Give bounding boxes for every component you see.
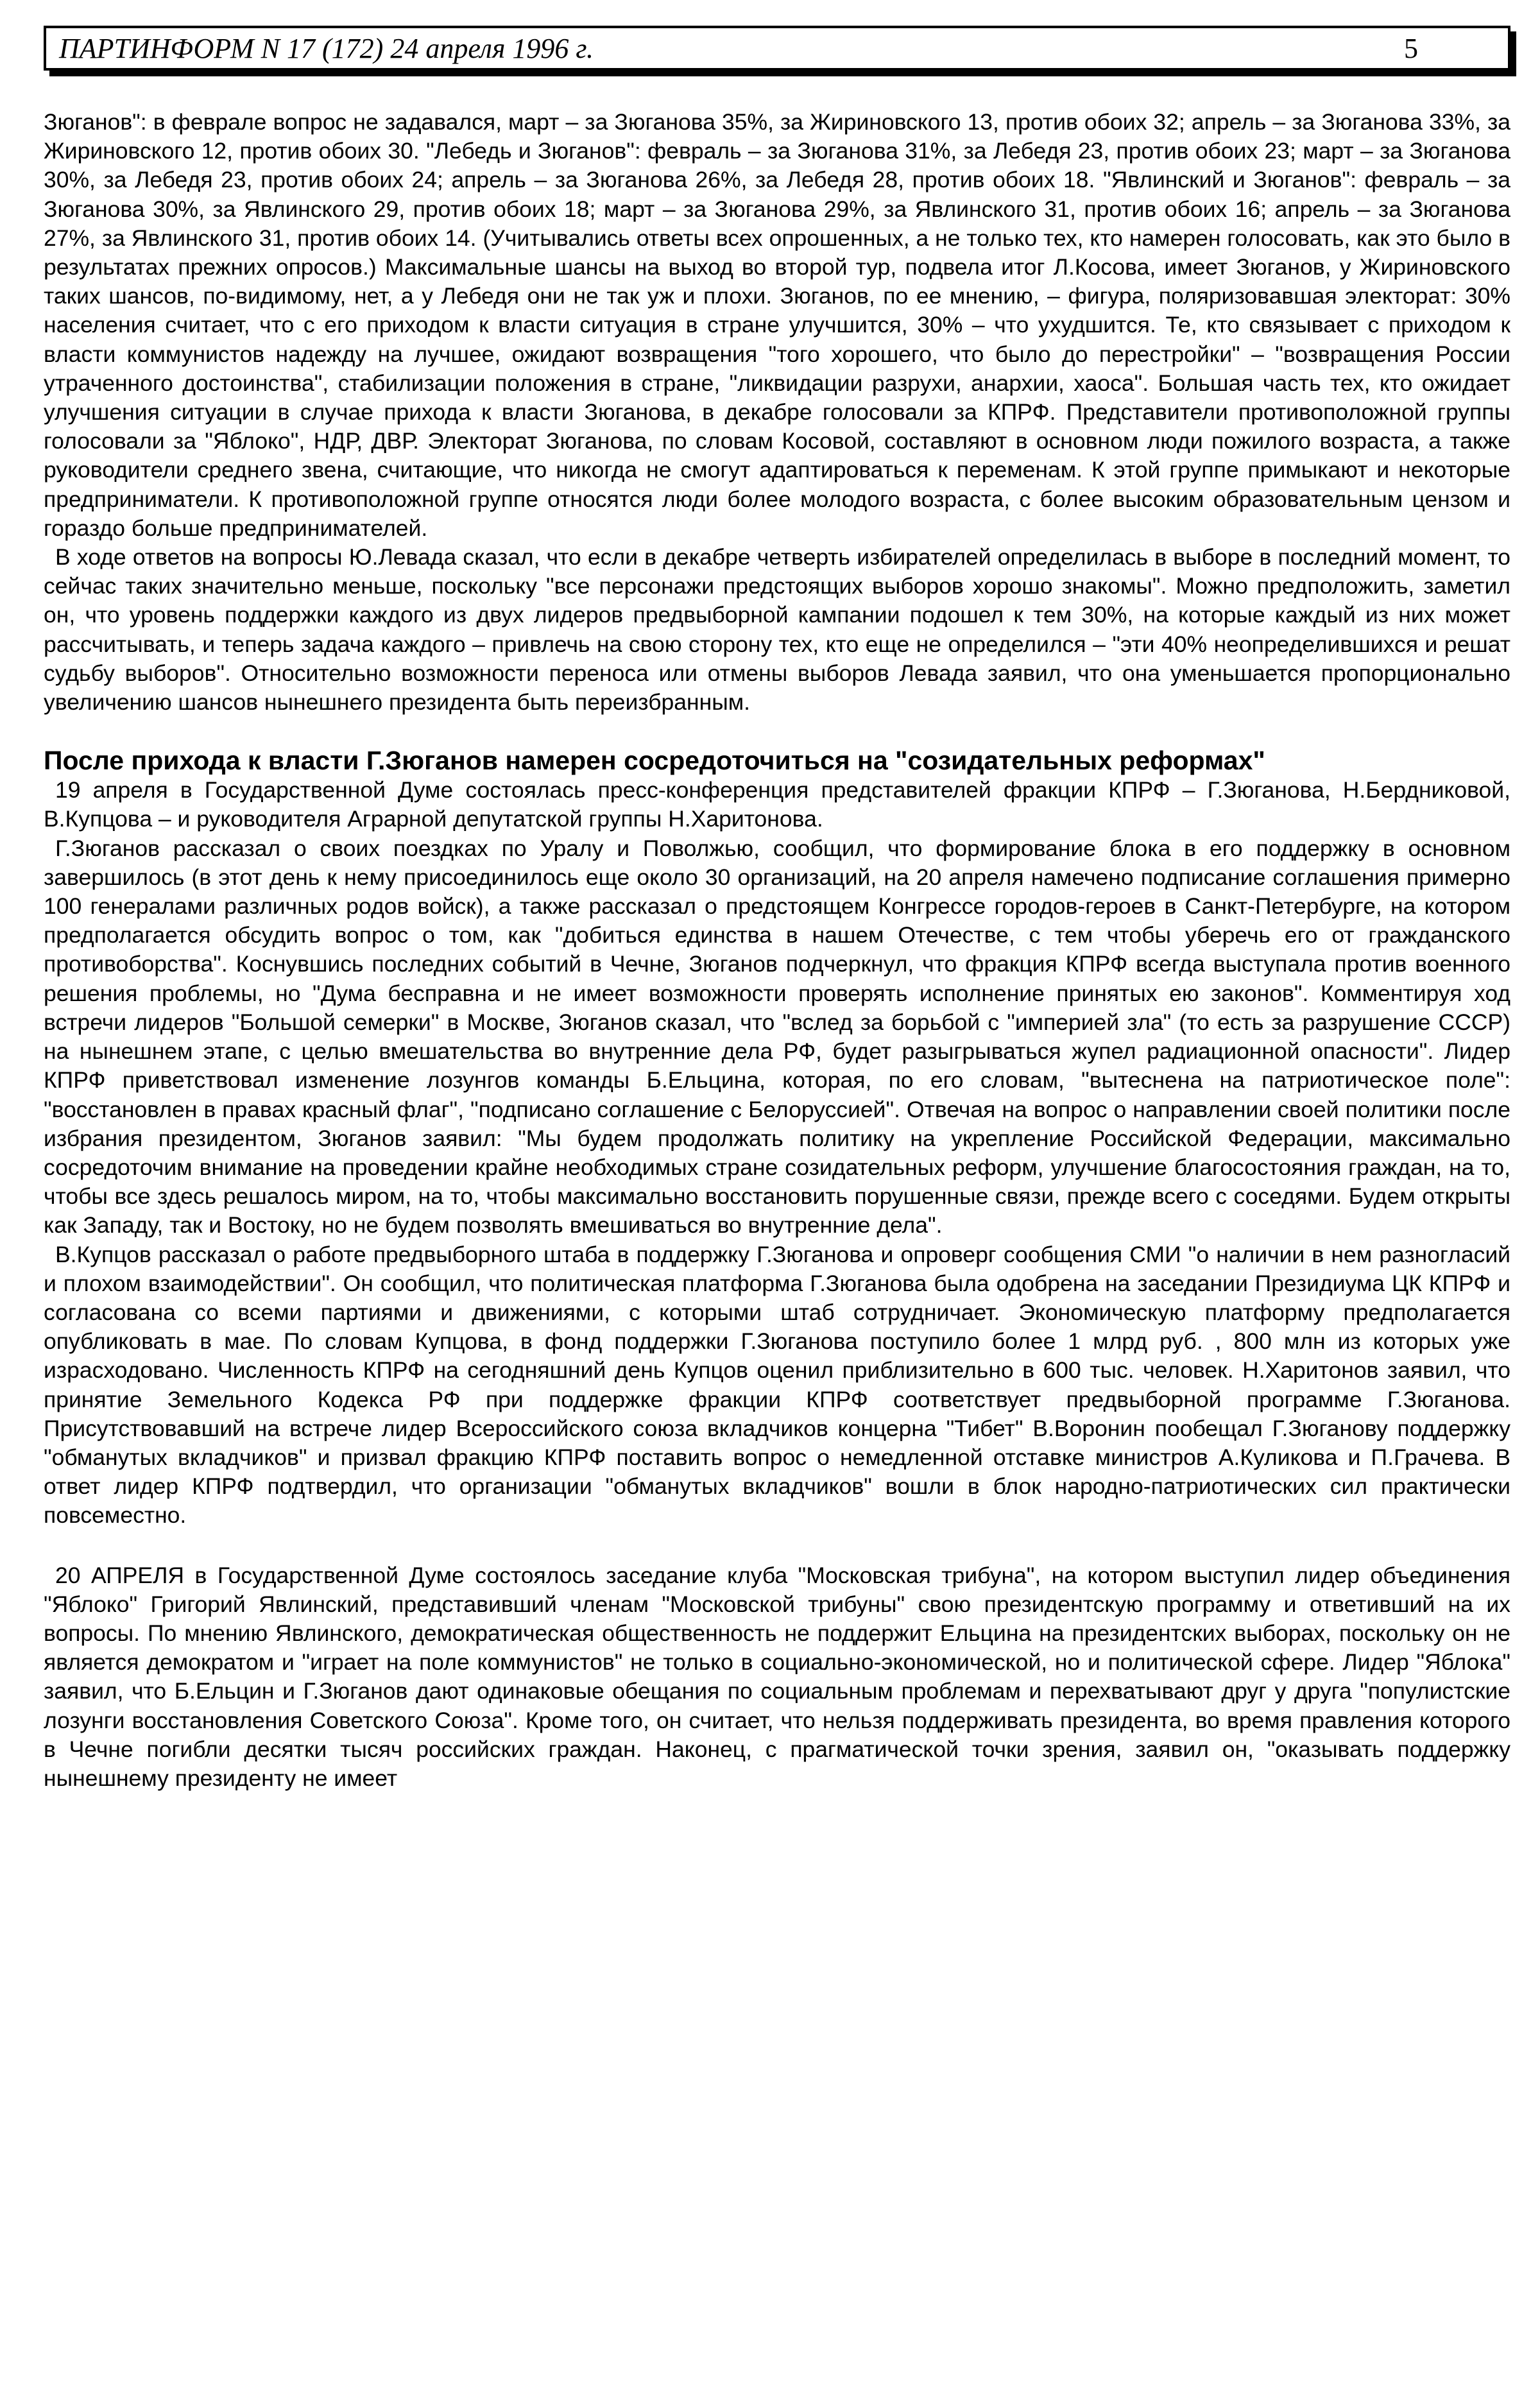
article-body (44, 108, 1510, 1793)
section-gap (44, 1530, 1510, 1561)
publication-title: ПАРТИНФОРМ N 17 (172) 24 апреля 1996 г. (59, 33, 594, 64)
page-header (44, 26, 1510, 71)
section-heading: После прихода к власти Г.Зюганов намерен сосредоточиться на "созидательных реформах" (44, 746, 1265, 776)
intro-paragraph-1: Зюганов": в феврале вопрос не задавался, март – за Зюганова 35%, за Жириновского 13, против обоих 32; апрель – за Зюганова 33%, за Жириновского 12, против обоих 30. "Лебедь и Зюганов": февраль – за Зюганова 31%, за Лебедя 23, против обоих 23; март – за Зюганова 30%, за Лебедя 23, против обоих 24; апрель – за Зюганова 26%, за Лебедя 28, против обоих 18. "Явлинский и Зюганов": февраль – за Зюганова 30%, за Явлинского 29, против обоих 18; март – за Зюганова 29%, за Явлинского 31, против обоих 16; апрель – за Зюганова 27%, за Явлинского 31, против обоих 14. (Учитывались ответы всех опрошенных, а не только тех, кто намерен голосовать, как это было в результатах прежних опросов.) Максимальные шансы на выход во второй тур, подвела итог Л.Косова, имеет Зюганов, у Жириновского таких шансов, по-видимому, нет, а у Лебедя они не так уж и плохи. Зюганов, по ее мнению, – фигура, поляризовавшая электорат: 30% населения считает, что с его приходом к власти ситуация в стране улучшится, 30% – что ухудшится. Те, кто связывает с приходом к власти коммунистов надежду на лучшее, ожидают возвращения "того хорошего, что было до перестройки" – "возвращения России утраченного достоинства", стабилизации положения в стране, "ликвидации разрухи, анархии, хаоса". Большая часть тех, кто ожидает улучшения ситуации в случае прихода к власти Зюганова, в декабре голосовали за КПРФ. Представители противоположной группы голосовали за "Яблоко", НДР, ДВР. Электорат Зюганова, по словам Косовой, составляют в основном люди пожилого возраста, а также руководители среднего звена, считающие, что никогда не смогут адаптироваться к переменам. К этой группе примыкают и некоторые предприниматели. К противоположной группе относятся люди более молодого возраста, с более высоким образовательным цензом и гораздо больше предпринимателей. (44, 109, 1510, 541)
section1-paragraph-1: 19 апреля в Государственной Думе состоялась пресс-конференция представителей фракции КПРФ – Г.Зюганова, Н.Бердниковой, В.Купцова – и руководителя Аграрной депутатской группы Н.Харитонова. (44, 777, 1510, 832)
section2-paragraph-1: 20 АПРЕЛЯ в Государственной Думе состоялось заседание клуба "Московская трибуна", на котором выступил лидер объединения "Яблоко" Григорий Явлинский, представивший членам "Московской трибуны" свою президентскую программу и ответивший на их вопросы. По мнению Явлинского, демократическая общественность не поддержит Ельцина на президентских выборах, поскольку он не является демократом и "играет на поле коммунистов" не только в социально-экономической, но и политической сфере. Лидер "Яблока" заявил, что Б.Ельцин и Г.Зюганов дают одинаковые обещания по социальным проблемам и перехватывают друг у друга "популистские лозунги восстановления Советского Союза". Кроме того, он считает, что нельзя поддерживать президента, во время правления которого в Чечне погибли десятки тысяч российских граждан. Наконец, с прагматической точки зрения, заявил он, "оказывать поддержку нынешнему президенту не имеет (44, 1562, 1510, 1791)
section1-paragraph-3: В.Купцов рассказал о работе предвыборного штаба в поддержку Г.Зюганова и опроверг сообщения СМИ "о наличии в нем разногласий и плохом взаимодействии". Он сообщил, что политическая платформа Г.Зюганова была одобрена на заседании Президиума ЦК КПРФ и согласована со всеми партиями и движениями, с которыми штаб сотрудничает. Экономическую платформу предполагается опубликовать в мае. По словам Купцова, в фонд поддержки Г.Зюганова поступило более 1 млрд руб. , 800 млн из которых уже израсходовано. Численность КПРФ на сегодняшний день Купцов оценил приблизительно в 600 тыс. человек. Н.Харитонов заявил, что принятие Земельного Кодекса РФ при поддержке фракции КПРФ соответствует предвыборной программе Г.Зюганова. Присутствовавший на встрече лидер Всероссийского союза вкладчиков концерна "Тибет" В.Воронин пообещал Г.Зюганову поддержку "обманутых вкладчиков" и призвал фракцию КПРФ поставить вопрос о немедленной отставке министров А.Куликова и П.Грачева. В ответ лидер КПРФ подтвердил, что организации "обманутых вкладчиков" вошли в блок народно-патриотических сил практически повсеместно. (44, 1241, 1510, 1529)
section1-paragraph-2: Г.Зюганов рассказал о своих поездках по Уралу и Поволжью, сообщил, что формирование блока в его поддержку в основном завершилось (в этот день к нему присоединилось еще около 30 организаций, на 20 апреля намечено подписание соглашения примерно 100 генералами различных родов войск), а также рассказал о предстоящем Конгрессе городов-героев в Санкт-Петербурге, на котором предполагается обсудить вопрос о том, как "добиться единства в нашем Отечестве, с тем чтобы уберечь его от гражданского противоборства". Коснувшись последних событий в Чечне, Зюганов подчеркнул, что фракция КПРФ всегда выступала против военного решения проблемы, но "Дума бесправна и не имеет возможности проверять исполнение принятых ею законов". Комментируя ход встречи лидеров "Большой семерки" в Москве, Зюганов сказал, что "вслед за борьбой с "империей зла" (то есть за разрушение СССР) на нынешнем этапе, с целью вмешательства во внутренние дела РФ, будет разыгрываться жупел радиационной опасности". Лидер КПРФ приветствовал изменение лозунгов команды Б.Ельцина, которая, по его словам, "вытеснена на патриотическое поле": "восстановлен в правах красный флаг", "подписано соглашение с Белоруссией". Отвечая на вопрос о направлении своей политики после избрания президентом, Зюганов заявил: "Мы будем продолжать политику на укрепление Российской Федерации, максимально сосредоточим внимание на проведении крайне необходимых стране созидательных реформ, улучшение благосостояния граждан, на то, чтобы все здесь решалось миром, на то, чтобы максимально восстановить порушенные связи, прежде всего с соседями. Будем открыты как Западу, так и Востоку, но не будем позволять вмешиваться во внутренние дела". (44, 835, 1510, 1238)
newspaper-page (44, 26, 1510, 1793)
intro-paragraph-2: В ходе ответов на вопросы Ю.Левада сказал, что если в декабре четверть избирателей определилась в выборе в последний момент, то сейчас таких значительно меньше, поскольку "все персонажи предстоящих выборов хорошо знакомы". Можно предположить, заметил он, что уровень поддержки каждого из двух лидеров предвыборной кампании подошел к тем 30%, на которые каждый из них может рассчитывать, и теперь задача каждого – привлечь на свою сторону тех, кто еще не определился – "эти 40% неопределившихся и решат судьбу выборов". Относительно возможности переноса или отмены выборов Левада заявил, что она уменьшается пропорционально увеличению шансов нынешнего президента быть переизбранным. (44, 544, 1510, 715)
page-number: 5 (1404, 33, 1418, 64)
